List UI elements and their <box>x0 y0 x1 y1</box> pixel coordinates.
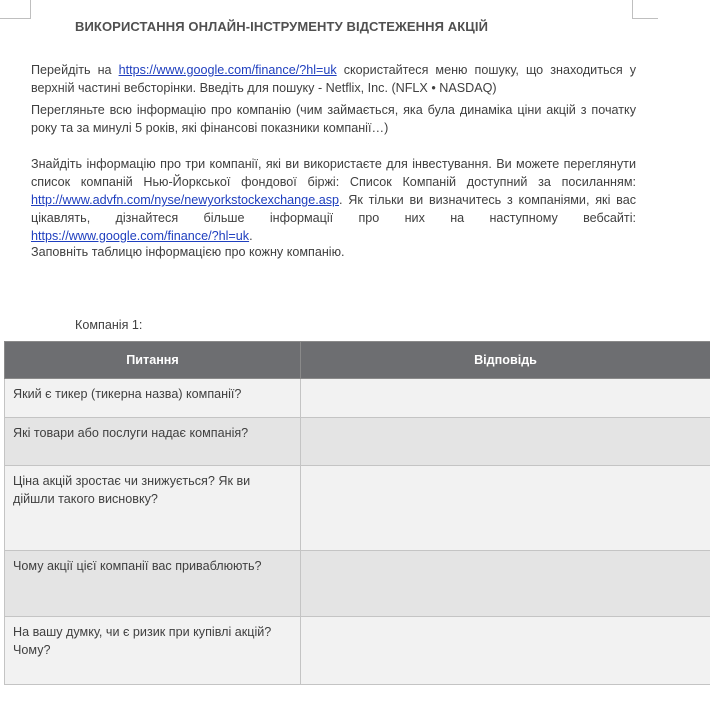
header-question: Питання <box>5 342 301 379</box>
header-answer: Відповідь <box>301 342 710 379</box>
instruction-paragraph-1 <box>31 61 636 97</box>
nyse-companies-link[interactable]: http://www.advfn.com/nyse/newyorkstockexchange.asp <box>31 193 339 207</box>
document-title: ВИКОРИСТАННЯ ОНЛАЙН-ІНСТРУМЕНТУ ВІДСТЕЖЕННЯ АКЦІЙ <box>75 19 489 34</box>
instruction-paragraph-3 <box>31 155 636 245</box>
paragraph-3-text-middle: . Як тільки ви визначитесь з компаніями, які вас цікавлять, дізнайтеся більше інформації про них на наступному вебсайті: <box>31 193 636 225</box>
google-finance-link[interactable]: https://www.google.com/finance/?hl=uk <box>118 63 337 77</box>
paragraph-1-text-end: скористайтеся меню пошуку, що знаходиться у верхній частині вебсторінки. Введіть для пошуку - Netflix, Inc. (NFLX • NASDAQ) <box>31 63 636 95</box>
answer-cell[interactable] <box>301 617 710 685</box>
answer-cell[interactable] <box>301 466 710 551</box>
google-finance-link-2[interactable]: https://www.google.com/finance/?hl=uk <box>31 229 250 243</box>
table-row <box>5 551 710 617</box>
paragraph-3-text-start: Знайдіть інформацію про три компанії, які ви використаєте для інвестування. Ви можете переглянути список компаній Нью-Йоркської фондової біржі: Список Компаній доступний за посиланням: <box>31 157 636 189</box>
answer-cell[interactable] <box>301 379 710 418</box>
company-info-table <box>4 341 710 685</box>
answer-cell[interactable] <box>301 418 710 466</box>
paragraph-3-text-end: . <box>249 229 253 243</box>
question-cell: Чому акції цієї компанії вас приваблюють? <box>5 551 301 617</box>
paragraph-1-text-start: Перейдіть на <box>31 63 119 77</box>
table-header-row <box>5 342 710 379</box>
table-row <box>5 617 710 685</box>
crop-mark-top-right <box>632 0 658 19</box>
question-cell: На вашу думку, чи є ризик при купівлі акцій? Чому? <box>5 617 301 685</box>
question-cell: Який є тикер (тикерна назва) компанії? <box>5 379 301 418</box>
table-row <box>5 466 710 551</box>
crop-mark-top-left <box>0 0 31 19</box>
instruction-paragraph-4: Заповніть таблицю інформацією про кожну компанію. <box>31 245 345 259</box>
question-cell: Які товари або послуги надає компанія? <box>5 418 301 466</box>
table-row <box>5 379 710 418</box>
answer-cell[interactable] <box>301 551 710 617</box>
company-label: Компанія 1: <box>75 318 143 332</box>
table-row <box>5 418 710 466</box>
question-cell: Ціна акцій зростає чи знижується? Як ви дійшли такого висновку? <box>5 466 301 551</box>
instruction-paragraph-2: Перегляньте всю інформацію про компанію (чим займається, яка була динаміка ціни акцій з початку року та за минулі 5 років, які фінансові показники компанії…) <box>31 103 636 135</box>
